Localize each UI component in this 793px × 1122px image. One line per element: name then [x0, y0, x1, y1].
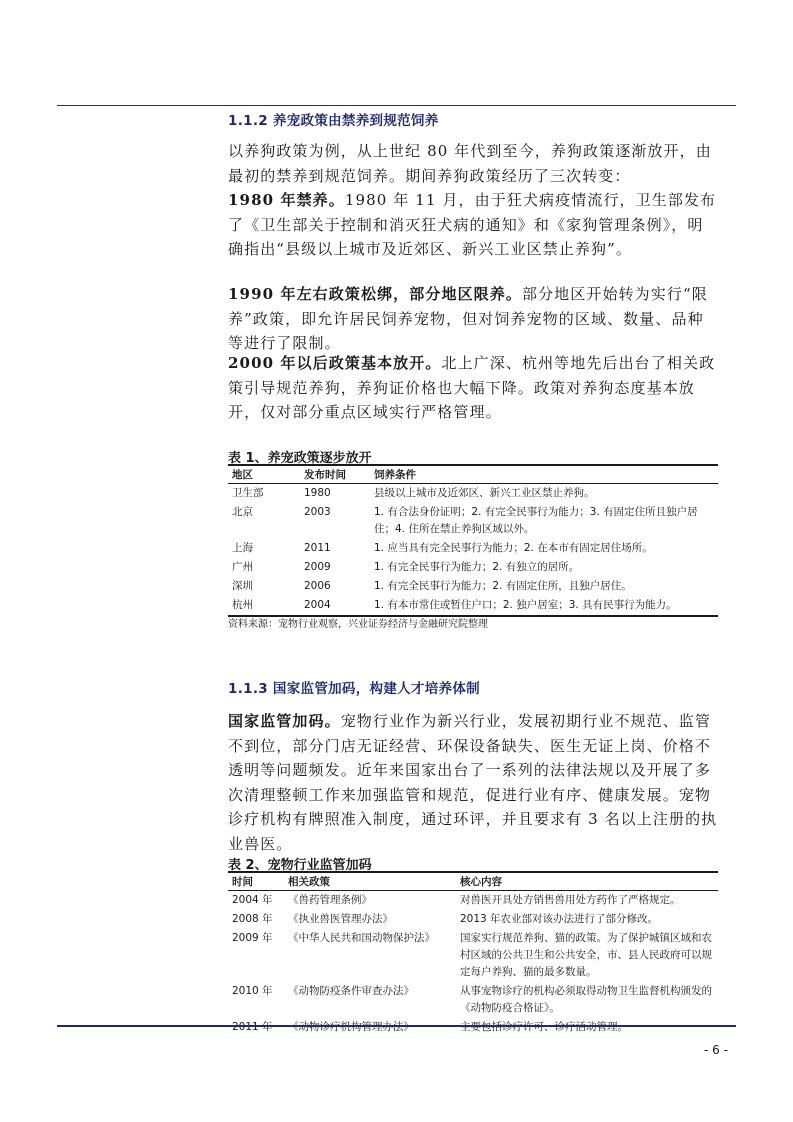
table-cell: 2013 年农业部对该办法进行了部分修改。: [460, 913, 659, 925]
table-cell: 2009: [304, 561, 331, 573]
table-row: [228, 539, 718, 558]
table-row: [228, 1018, 718, 1037]
table-cell: 1. 有完全民事行为能力；2. 有固定住所，且独户居住。: [374, 580, 632, 592]
table-row: [228, 484, 718, 504]
paragraph-2000-lead: 2000 年以后政策基本放开。: [228, 354, 442, 372]
table-cell: 深圳: [232, 580, 253, 592]
table-2-header: 相关政策: [284, 872, 456, 891]
table-cell: 2011 年: [232, 1021, 273, 1033]
table-row: [228, 891, 718, 911]
table-cell: 从事宠物诊疗的机构必须取得动物卫生监督机构颁发的《动物防疫合格证》。: [460, 985, 712, 1014]
table-1-header-row: [228, 465, 718, 484]
paragraph-1980-text: 1980 年 11 月，由于狂犬病疫情流行，卫生部发布了《卫生部关于控制和消灭狂犬病的通知》和《家狗管理条例》，明确指出“县级以上城市及近郊区、新兴工业区禁止养狗”。: [228, 191, 717, 258]
table-cell: 对兽医开具处方销售兽用处方药作了严格规定。: [460, 894, 681, 906]
table-2-header: 时间: [228, 872, 284, 891]
table-2-header-row: [228, 872, 718, 891]
paragraph-regulation-text: 宠物行业作为新兴行业，发展初期行业不规范、监管不到位，部分门店无证经营、环保设备缺失、医生无证上岗、价格不透明等问题频发。近年来国家出台了一系列的法律法规以及开展了多次清理整顿工作来加强监管和规范，促进行业有序、健康发展。宠物诊疗机构有牌照准入制度，通过环评，并且要求有 3 名以上注册的执业兽医。: [228, 712, 718, 853]
table-cell: 2008 年: [232, 913, 273, 925]
paragraph-1990: [228, 282, 718, 356]
table-cell: 2003: [304, 506, 331, 518]
footer-rule: [57, 1025, 736, 1027]
table-row: [228, 982, 718, 1018]
table-cell: 2010 年: [232, 985, 273, 997]
section-title-1-1-2: 1.1.2 养宠政策由禁养到规范饲养: [228, 113, 439, 129]
intro-paragraph: 以养狗政策为例，从上世纪 80 年代到至今，养狗政策逐渐放开，由最初的禁养到规范饲养。期间养狗政策经历了三次转变：: [228, 142, 712, 185]
table-cell: 《执业兽医管理办法》: [288, 913, 393, 925]
table-row: [228, 558, 718, 577]
table-cell: 杭州: [228, 596, 300, 616]
table-1-header: 地区: [228, 465, 300, 484]
paragraph-1980-lead: 1980 年禁养。: [228, 191, 345, 209]
table-cell: 广州: [232, 561, 253, 573]
table-2: [228, 871, 718, 1037]
table-cell: 1. 有本市常住或暂住户口；2. 独户居室；3. 具有民事行为能力。: [370, 596, 718, 616]
table-cell: 《中华人民共和国动物保护法》: [288, 932, 435, 944]
table-cell: 2004 年: [232, 894, 273, 906]
table-1-title: 表 1、养宠政策逐步放开: [228, 451, 372, 466]
table-cell: 2011: [304, 542, 331, 554]
table-1-source: 资料来源：宠物行业观察，兴业证券经济与金融研究院整理: [228, 619, 488, 630]
table-1-header: 饲养条件: [370, 465, 718, 484]
header-rule: [57, 105, 736, 106]
paragraph-regulation: [228, 709, 718, 856]
table-cell: 卫生部: [232, 487, 264, 499]
table-2-header: 核心内容: [456, 872, 718, 891]
table-cell: 上海: [232, 542, 253, 554]
table-cell: 《兽药管理条例》: [288, 894, 372, 906]
paragraph-1990-text: 部分地区开始转为实行“限养”政策，即允许居民饲养宠物，但对饲养宠物的区域、数量、品种等进行了限制。: [228, 285, 708, 352]
paragraph-regulation-lead: 国家监管加码。: [228, 712, 341, 730]
table-cell: 国家实行规范养狗、猫的政策。为了保护城镇区域和农村区域的公共卫生和公共安全，市、县人民政府可以规定每户养狗、猫的最多数量。: [460, 932, 712, 978]
table-cell: 1. 应当具有完全民事行为能力；2. 在本市有固定居住场所。: [374, 542, 653, 554]
table-row: [228, 910, 718, 929]
table-row: [228, 596, 718, 616]
table-row: [228, 503, 718, 539]
paragraph-2000-text: 北上广深、杭州等地先后出台了相关政策引导规范养狗，养狗证价格也大幅下降。政策对养狗态度基本放开，仅对部分重点区域实行严格管理。: [228, 354, 716, 421]
table-cell: 县级以上城市及近郊区、新兴工业区禁止养狗。: [374, 487, 595, 499]
table-cell: 北京: [232, 506, 253, 518]
table-cell: 1980: [304, 487, 331, 499]
table-cell: 主要包括诊疗许可、诊疗活动管理。: [460, 1021, 628, 1033]
table-row: [228, 929, 718, 982]
table-cell: 2004: [300, 596, 370, 616]
table-cell: 2009 年: [232, 932, 273, 944]
section-title-1-1-3: 1.1.3 国家监管加码，构建人才培养体制: [228, 681, 480, 697]
page-number: - 6 -: [704, 1043, 728, 1057]
table-cell: 1. 有完全民事行为能力；2. 有独立的居所。: [374, 561, 580, 573]
table-1: [228, 464, 718, 617]
table-cell: 2006: [304, 580, 331, 592]
table-row: [228, 577, 718, 596]
table-1-header: 发布时间: [300, 465, 370, 484]
table-cell: 《动物诊疗机构管理办法》: [288, 1021, 414, 1033]
table-2-title: 表 2、宠物行业监管加码: [228, 858, 372, 873]
table-cell: 1. 有合法身份证明；2. 有完全民事行为能力；3. 有固定住所且独户居住；4. 住所在禁止养狗区域以外。: [374, 506, 698, 535]
table-cell: 《动物防疫条件审查办法》: [288, 985, 414, 997]
paragraph-2000: [228, 351, 718, 425]
paragraph-1990-lead: 1990 年左右政策松绑，部分地区限养。: [228, 285, 522, 303]
paragraph-1980: [228, 188, 718, 262]
